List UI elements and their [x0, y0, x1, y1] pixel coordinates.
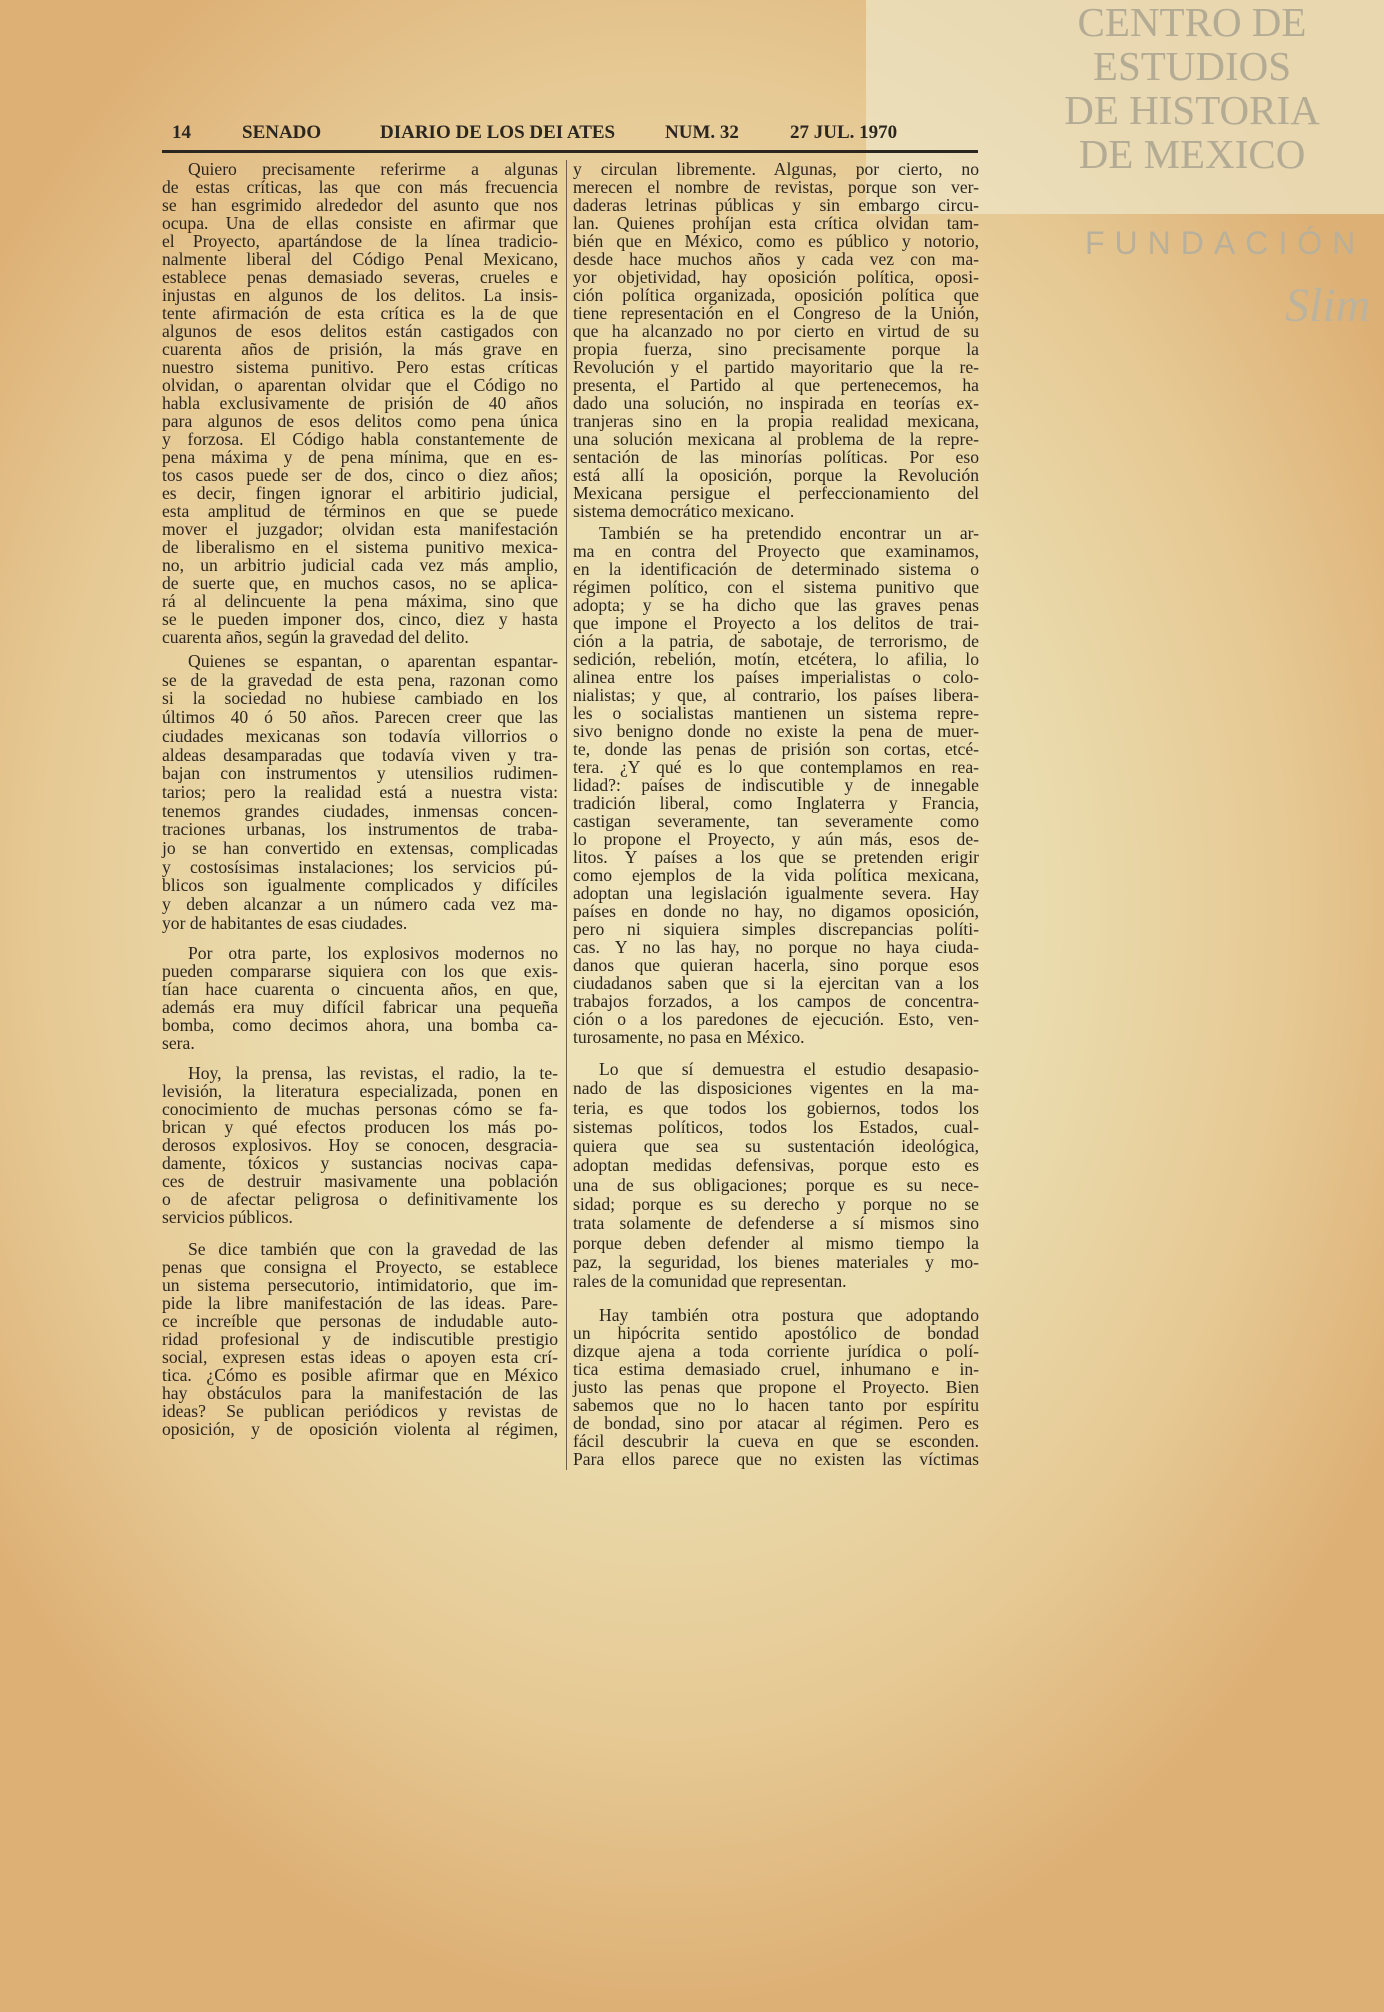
- text-line: Para ellos parece que no existen las víctimas: [573, 1449, 979, 1469]
- text-line: ción a la patria, de sabotaje, de terrorismo, de: [573, 631, 979, 651]
- text-line: no, un arbitrio judicial cada vez más amplio,: [162, 555, 558, 575]
- text-line: un hipócrita sentido apostólico de bondad: [573, 1323, 979, 1343]
- text-line: tiene representación en el Congreso de la Unión,: [573, 303, 979, 323]
- text-line: una de sus obligaciones; porque es su nece-: [573, 1174, 979, 1195]
- text-line: ción o a los paredones de ejecución. Esto, ven-: [573, 1009, 979, 1029]
- text-line: además era muy difícil fabricar una pequeña: [162, 997, 558, 1017]
- text-line: nado de las disposiciones vigentes en la ma-: [573, 1078, 979, 1099]
- text-line: les o socialistas mantienen un sistema repre-: [573, 703, 979, 723]
- text-line: dado una solución, no inspirada en teorías ex-: [573, 393, 979, 413]
- text-line: está allí la oposición, porque la Revolución: [573, 465, 979, 485]
- text-line: Hay también otra postura que adoptando: [599, 1305, 979, 1325]
- text-line: mover el juzgador; olvidan esta manifestación: [162, 519, 558, 539]
- text-line: social, expresen estas ideas o apoyen esta crí-: [162, 1347, 558, 1367]
- text-line: cuarenta años, según la gravedad del delito.: [162, 627, 469, 647]
- text-line: sivo benigno donde no existe la pena de muer-: [573, 721, 979, 741]
- text-line: merecen el nombre de revistas, porque son ver-: [573, 177, 979, 197]
- text-line: ocupa. Una de ellas consiste en afirmar que: [162, 213, 558, 233]
- watermark-foundation: FUNDACIÓN: [1085, 225, 1366, 261]
- issue-number: NUM. 32: [665, 122, 739, 143]
- text-line: Hoy, la prensa, las revistas, el radio, la te-: [188, 1063, 558, 1083]
- text-line: quiera que sea su sustentación ideológica,: [573, 1136, 979, 1157]
- text-line: aldeas desamparadas que todavía viven y tra-: [162, 744, 558, 765]
- text-line: de bondad, sino por atacar al régimen. Pero es: [573, 1413, 979, 1433]
- text-line: turosamente, no pasa en México.: [573, 1027, 805, 1047]
- text-line: tica estima demasiado cruel, inhumano e in-: [573, 1359, 979, 1379]
- text-line: ridad profesional y de indiscutible prestigio: [162, 1329, 558, 1349]
- text-line: bién que en México, como es público y notorio,: [573, 231, 979, 251]
- text-line: adoptan medidas defensivas, porque esto es: [573, 1155, 979, 1176]
- text-line: una solución mexicana al problema de la repre-: [573, 429, 979, 449]
- text-line: que ha alcanzado no por cierto en virtud de su: [573, 321, 979, 341]
- text-line: nuestro sistema punitivo. Pero estas críticas: [162, 357, 558, 377]
- right-column-paragraph: [573, 160, 979, 520]
- text-line: tarios; pero la realidad está a nuestra vista:: [162, 781, 558, 802]
- text-line: tos casos puede ser de dos, cinco o diez años;: [162, 465, 558, 485]
- left-column-paragraph: [162, 944, 558, 1052]
- text-line: Lo que sí demuestra el estudio desapasio-: [599, 1059, 979, 1079]
- text-line: algunos de esos delitos están castigados con: [162, 321, 558, 341]
- text-line: nialistas; y que, al contrario, los países libera-: [573, 685, 979, 705]
- text-line: servicios públicos.: [162, 1207, 293, 1227]
- watermark-line: ESTUDIOS: [1092, 43, 1292, 89]
- text-line: pena máxima y de pena mínima, que en es-: [162, 447, 558, 467]
- text-line: Se dice también que con la gravedad de las: [188, 1239, 558, 1259]
- text-line: paz, la seguridad, los bienes materiales y mo-: [573, 1251, 979, 1272]
- text-line: ideas? Se publican periódicos y revistas de: [162, 1401, 558, 1421]
- page-number: 14: [172, 122, 191, 143]
- chamber-name: SENADO: [242, 122, 322, 143]
- issue-date: 27 JUL. 1970: [790, 122, 898, 143]
- text-line: es decir, fingen ignorar el arbitirio judicial,: [162, 483, 558, 503]
- text-line: si la sociedad no hubiese cambiado en los: [162, 688, 558, 709]
- text-line: lan. Quienes prohíjan esta crítica olvidan tam-: [573, 213, 979, 233]
- text-line: desde hace muchos años y cada vez con ma-: [573, 249, 979, 269]
- text-line: conocimiento de muchas personas cómo se fa-: [162, 1099, 558, 1119]
- text-line: traciones urbanas, los instrumentos de traba-: [162, 819, 558, 840]
- text-line: levisión, la literatura especializada, ponen en: [162, 1081, 558, 1101]
- text-line: justo las penas que propone el Proyecto. Bien: [573, 1377, 979, 1397]
- text-line: penas que consigna el Proyecto, se establece: [162, 1257, 558, 1277]
- text-line: de suerte que, en muchos casos, no se aplica-: [162, 573, 558, 593]
- text-line: lidad?: países de indiscutible y de innegable: [573, 775, 979, 795]
- text-line: ción política organizada, oposición política que: [573, 285, 979, 305]
- text-line: cuarenta años de prisión, la más grave en: [162, 339, 558, 359]
- text-line: rales de la comunidad que representan.: [573, 1271, 847, 1292]
- text-line: que impone el Proyecto a los delitos de trai-: [573, 613, 979, 633]
- text-line: olvidan, o aparentan olvidar que el Código no: [162, 375, 558, 395]
- text-line: esta amplitud de términos en que se puede: [162, 501, 558, 521]
- text-line: bomba, como decimos ahora, una bomba ca-: [162, 1015, 558, 1035]
- text-line: régimen político, con el sistema punitivo que: [573, 577, 979, 597]
- text-line: un sistema persecutorio, intimidatorio, que im-: [162, 1275, 558, 1295]
- text-line: cas. Y no las hay, no porque no haya ciuda-: [573, 937, 979, 957]
- text-line: damente, tóxicos y sustancias nocivas capa-: [162, 1153, 558, 1173]
- left-column-paragraph: [162, 1064, 558, 1226]
- text-line: trata solamente de defenderse a sí mismos sino: [573, 1213, 979, 1234]
- text-line: castigan severamente, tan severamente como: [573, 811, 979, 831]
- text-line: nalmente liberal del Código Penal Mexicano,: [162, 249, 558, 269]
- text-line: jo se han convertido en extensas, complicadas: [162, 838, 558, 859]
- text-line: ciudades mexicanas son todavía villorrios o: [162, 725, 558, 746]
- text-line: el Proyecto, apartándose de la línea tradicio-: [162, 231, 558, 251]
- text-line: injustas en algunos de los delitos. La insis-: [162, 285, 558, 305]
- text-line: se de la gravedad de esta pena, razonan como: [162, 669, 558, 690]
- text-line: yor objetividad, hay oposición política, oposi-: [573, 267, 979, 287]
- text-line: porque deben defender al mismo tiempo la: [573, 1232, 979, 1253]
- column-divider: [566, 160, 567, 1470]
- text-line: lo propone el Proyecto, y aún más, esos de-: [573, 829, 979, 849]
- text-line: ma en contra del Proyecto que examinamos,: [573, 541, 979, 561]
- watermark-line: CENTRO DE: [1077, 0, 1307, 45]
- text-line: danos que quieran hacerla, sino porque esos: [573, 955, 979, 975]
- text-line: Mexicana persigue el perfeccionamiento del: [573, 483, 979, 503]
- text-line: derosos explosivos. Hoy se conocen, desgracia-: [162, 1135, 558, 1155]
- left-column-paragraph: [162, 160, 558, 646]
- text-line: tradición liberal, como Inglaterra y Francia,: [573, 793, 979, 813]
- text-line: de estas críticas, las que con más frecuencia: [162, 177, 558, 197]
- text-line: tranjeras sino en la propia realidad mexicana,: [573, 411, 979, 431]
- text-line: últimos 40 ó 50 años. Parecen creer que las: [162, 707, 558, 728]
- text-line: tente afirmación de esta crítica es la de que: [162, 303, 558, 323]
- text-line: ciudadanos saben que si la ejercitan van a los: [573, 973, 979, 993]
- text-line: como ejemplos de la vida política mexicana,: [573, 865, 979, 885]
- text-line: propia fuerza, sino precisamente porque la: [573, 339, 979, 359]
- text-line: sentación de las minorías políticas. Por eso: [573, 447, 979, 467]
- text-line: Quiero precisamente referirme a algunas: [188, 159, 558, 179]
- text-line: Por otra parte, los explosivos modernos no: [188, 943, 558, 963]
- text-line: fácil descubrir la cueva en que se esconden.: [573, 1431, 979, 1451]
- text-line: dizque ajena a toda corriente jurídica o polí-: [573, 1341, 979, 1361]
- text-line: adopta; y se ha dicho que las graves penas: [573, 595, 979, 615]
- text-line: sera.: [162, 1033, 195, 1053]
- text-line: alinea entre los países imperialistas o colo-: [573, 667, 979, 687]
- text-line: pide la libre manifestación de las ideas. Pare-: [162, 1293, 558, 1313]
- text-line: presenta, el Partido al que pertenecemos, ha: [573, 375, 979, 395]
- text-line: tenemos grandes ciudades, inmensas concen-: [162, 800, 558, 821]
- text-line: blicos son igualmente complicados y difíciles: [162, 875, 558, 896]
- right-column-paragraph: [573, 1060, 979, 1292]
- text-line: ces de destruir masivamente una población: [162, 1171, 558, 1191]
- text-line: Quienes se espantan, o aparentan espantar-: [188, 651, 558, 671]
- text-line: países en donde no hay, no digamos oposición,: [573, 901, 979, 921]
- text-line: bajan con instrumentos y utensilios rudimen-: [162, 763, 558, 784]
- text-line: sabemos que no lo hacen tanto por espíritu: [573, 1395, 979, 1415]
- text-line: o de afectar peligrosa o definitivamente los: [162, 1189, 558, 1209]
- text-line: tica. ¿Cómo es posible afirmar que en México: [162, 1365, 558, 1385]
- text-line: ce increíble que personas de indudable auto-: [162, 1311, 558, 1331]
- text-line: y deben alcanzar a un número cada vez ma-: [162, 894, 558, 915]
- text-line: Revolución y el partido mayoritario que la re-: [573, 357, 979, 377]
- text-line: y forzosa. El Código habla constantemente de: [162, 429, 558, 449]
- publication-title: DIARIO DE LOS DEI ATES: [380, 122, 616, 143]
- text-line: tera. ¿Y qué es lo que contemplamos en rea-: [573, 757, 979, 777]
- text-line: para algunos de esos delitos como pena única: [162, 411, 558, 431]
- header-rule: [162, 150, 978, 153]
- text-line: sidad; porque es su derecho y porque no se: [573, 1194, 979, 1215]
- text-line: se han esgrimido alrededor del asunto que nos: [162, 195, 558, 215]
- text-line: trabajos forzados, a los campos de concentra-: [573, 991, 979, 1011]
- watermark-signature: Slim: [1285, 279, 1371, 332]
- left-column-paragraph: [162, 652, 558, 933]
- text-line: También se ha pretendido encontrar un ar-: [599, 523, 979, 543]
- text-line: establece penas demasiado severas, crueles e: [162, 267, 558, 287]
- text-line: daderas letrinas públicas y sin embargo circu-: [573, 195, 979, 215]
- text-line: brican y qué efectos producen los más po-: [162, 1117, 558, 1137]
- text-line: pueden compararse siquiera con los que exis-: [162, 961, 558, 981]
- watermark-line: DE MEXICO: [1078, 131, 1306, 177]
- text-line: sistema democrático mexicano.: [573, 501, 795, 521]
- text-line: habla exclusivamente de prisión de 40 años: [162, 393, 558, 413]
- text-line: sistemas políticos, todos los Estados, cual-: [573, 1116, 979, 1137]
- text-line: litos. Y países a los que se pretenden erigir: [573, 847, 979, 867]
- text-line: te, donde las penas de prisión son cortas, etcé-: [573, 739, 979, 759]
- text-line: tían hace cuarenta o cincuenta años, en que,: [162, 979, 558, 999]
- text-line: rá al delincuente la pena máxima, sino que: [162, 591, 558, 611]
- text-line: adoptan una legislación igualmente severa. Hay: [573, 883, 979, 903]
- text-line: en la identificación de determinado sistema o: [573, 559, 979, 579]
- text-line: y costosísimas instalaciones; los servicios pú-: [162, 856, 558, 877]
- text-line: hay obstáculos para la manifestación de las: [162, 1383, 558, 1403]
- text-line: pero ni siquiera simples discrepancias políti-: [573, 919, 979, 939]
- left-column-paragraph: [162, 1240, 558, 1438]
- text-line: sedición, rebelión, motín, etcétera, lo afilia, lo: [573, 649, 979, 669]
- text-line: oposición, y de oposición violenta al régimen,: [162, 1419, 558, 1439]
- watermark-line: DE HISTORIA: [1064, 87, 1320, 133]
- right-column-paragraph: [573, 524, 979, 1046]
- text-line: de liberalismo en el sistema punitivo mexica-: [162, 537, 558, 557]
- text-line: yor de habitantes de esas ciudades.: [162, 912, 408, 933]
- right-column-paragraph: [573, 1306, 979, 1468]
- text-line: y circulan libremente. Algunas, por cierto, no: [573, 159, 979, 179]
- text-line: se le pueden imponer dos, cinco, diez y hasta: [162, 609, 558, 629]
- text-line: teria, es que todos los gobiernos, todos los: [573, 1097, 979, 1118]
